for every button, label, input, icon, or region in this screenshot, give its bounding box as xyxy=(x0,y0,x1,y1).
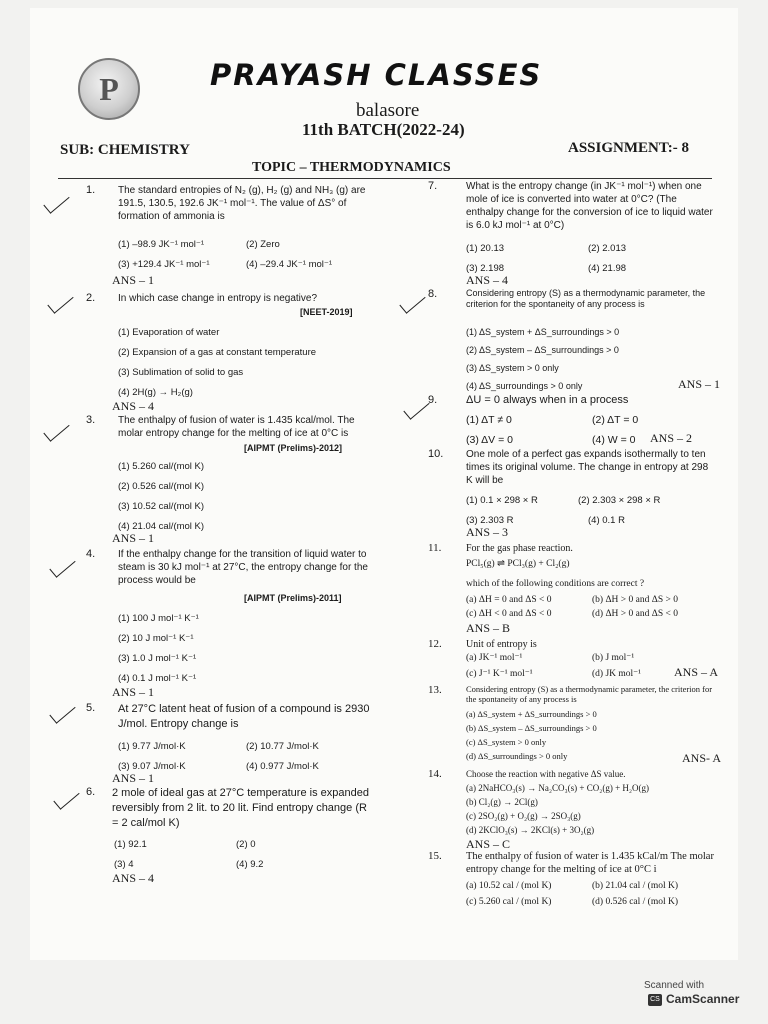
subject-label: SUB: CHEMISTRY xyxy=(60,142,190,158)
question-number: 13. xyxy=(428,684,442,696)
question-text: 2 mole of ideal gas at 27°C temperature is expanded reversibly from 2 lit. to 20 lit. Find entropy change (R = 2 cal/mol K) xyxy=(112,787,369,829)
answer-label: ANS – 1 xyxy=(112,771,155,785)
option-3: (3) 10.52 cal/(mol K) xyxy=(118,501,205,512)
answer-label: ANS – 4 xyxy=(466,273,509,287)
answer-label: ANS – 1 xyxy=(678,377,721,391)
exam-tag: [NEET-2019] xyxy=(300,307,353,317)
option-2: (2) 0.526 cal/(mol K) xyxy=(118,481,205,492)
option-d: (d) ΔS_surroundings > 0 only xyxy=(466,751,568,761)
option-4: (4) 21.04 cal/(mol K) xyxy=(118,521,205,532)
option-1: (1) 100 J mol⁻¹ K⁻¹ xyxy=(118,613,199,624)
option-3: (3) 2.303 R xyxy=(466,515,514,526)
option-4: (4) 9.2 xyxy=(236,859,264,870)
option-3: (3) 2.198 xyxy=(466,263,505,274)
option-1: (1) 0.1 × 298 × R xyxy=(466,495,538,506)
option-2: (2) 10 J mol⁻¹ K⁻¹ xyxy=(118,633,194,644)
option-c: (c) ΔH < 0 and ΔS < 0 xyxy=(466,609,552,619)
header-divider xyxy=(58,178,712,179)
question-text: If the enthalpy change for the transition of liquid water to steam is 30 kJ mol⁻¹ at 27°C, the entropy change for the process would be xyxy=(118,549,368,586)
option-a: (a) 10.52 cal / (mol K) xyxy=(466,881,552,891)
question-text: For the gas phase reaction. xyxy=(466,543,573,554)
option-2: (2) 2.013 xyxy=(588,243,627,254)
question-text: The standard entropies of N₂ (g), H₂ (g) and NH₃ (g) are 191.5, 130.5, 192.6 JK⁻¹ mol⁻¹. The value of ΔS° of formation of ammonia is xyxy=(118,185,366,222)
scanner-caption: Scanned with xyxy=(644,980,705,991)
option-d: (d) ΔH > 0 and ΔS < 0 xyxy=(592,609,678,619)
option-1: (1) 20.13 xyxy=(466,243,505,254)
question-text: What is the entropy change (in JK⁻¹ mol⁻¹) when one mole of ice is converted into water at 0°C? (The enthalpy change for the conversion of ice to liquid water is 6.0 kJ mol⁻¹ at 0°C) xyxy=(466,181,713,231)
option-b: (b) 21.04 cal / (mol K) xyxy=(592,881,679,891)
camscanner-icon: CS xyxy=(648,994,662,1006)
logo-emblem xyxy=(78,58,140,120)
option-d: (d) JK mol⁻¹ xyxy=(592,669,642,679)
option-d: (d) 0.526 cal / (mol K) xyxy=(592,897,679,907)
option-4: (4) W = 0 xyxy=(592,434,636,446)
option-3: (3) ΔV = 0 xyxy=(466,434,513,446)
exam-tag: [AIPMT (Prelims)-2012] xyxy=(244,443,343,453)
question-text: Unit of entropy is xyxy=(466,639,537,650)
question-text: At 27°C latent heat of fusion of a compound is 2930 J/mol. Entropy change is xyxy=(118,703,370,730)
option-4: (4) ΔS_surroundings > 0 only xyxy=(466,381,583,391)
option-c: (c) ΔS_system > 0 only xyxy=(466,737,547,747)
question-number: 3. xyxy=(86,414,96,426)
assignment-label: ASSIGNMENT:- 8 xyxy=(568,140,689,156)
option-a: (a) 2NaHCO₃(s) → Na₂CO₃(s) + CO₂(g) + H₂O(g) xyxy=(466,783,650,793)
batch-label: 11th BATCH(2022-24) xyxy=(302,120,465,139)
answer-label: ANS – 3 xyxy=(466,525,509,539)
option-1: (1) 9.77 J/mol·K xyxy=(118,741,186,752)
answer-label: ANS – 1 xyxy=(112,685,155,699)
option-4: (4) 0.977 J/mol·K xyxy=(246,761,319,772)
answer-label: ANS- A xyxy=(682,751,722,765)
option-c: (c) J⁻¹ K⁻¹ mol⁻¹ xyxy=(466,669,533,679)
option-2: (2) ΔT = 0 xyxy=(592,414,639,426)
answer-label: ANS – C xyxy=(466,837,511,851)
question-subtext: which of the following conditions are correct ? xyxy=(466,579,645,589)
option-1: (1) ΔT ≠ 0 xyxy=(466,414,512,426)
option-3: (3) 9.07 J/mol·K xyxy=(118,761,186,772)
option-b: (b) ΔS_system – ΔS_surroundings > 0 xyxy=(466,723,597,733)
question-number: 6. xyxy=(86,786,96,798)
question-number: 4. xyxy=(86,548,96,560)
option-3: (3) 1.0 J mol⁻¹ K⁻¹ xyxy=(118,653,197,664)
option-3: (3) Sublimation of solid to gas xyxy=(118,367,244,378)
option-a: (a) JK⁻¹ mol⁻¹ xyxy=(466,653,523,663)
option-b: (b) J mol⁻¹ xyxy=(592,653,635,663)
question-number: 1. xyxy=(86,184,96,196)
option-3: (3) ΔS_system > 0 only xyxy=(466,363,559,373)
option-4: (4) 2H(g) → H₂(g) xyxy=(118,387,193,398)
option-c: (c) 2SO₂(g) + O₂(g) → 2SO₃(g) xyxy=(466,811,581,821)
option-1: (1) 5.260 cal/(mol K) xyxy=(118,461,205,472)
option-b: (b) Cl₂(g) → 2Cl(g) xyxy=(466,797,538,807)
answer-label: ANS – 1 xyxy=(112,273,155,287)
question-number: 12. xyxy=(428,638,442,650)
option-4: (4) –29.4 JK⁻¹ mol⁻¹ xyxy=(246,259,333,270)
answer-label: ANS – A xyxy=(674,665,719,679)
question-number: 11. xyxy=(428,542,442,554)
option-2: (2) 10.77 J/mol·K xyxy=(246,741,319,752)
option-d: (d) 2KClO₃(s) → 2KCl(s) + 3O₂(g) xyxy=(466,825,595,835)
scanner-app-name: CamScanner xyxy=(666,992,740,1006)
question-number: 5. xyxy=(86,702,96,714)
option-2: (2) ΔS_system – ΔS_surroundings > 0 xyxy=(466,345,619,355)
question-text: One mole of a perfect gas expands isothermally to ten times its original volume. The change in entropy at 298 K will be xyxy=(466,449,709,486)
option-1: (1) ΔS_system + ΔS_surroundings > 0 xyxy=(466,327,620,337)
logo-letter: P xyxy=(99,71,119,107)
answer-label: ANS – 4 xyxy=(112,399,155,413)
question-text: In which case change in entropy is negative? xyxy=(118,293,318,304)
answer-label: ANS – B xyxy=(466,621,511,635)
option-2: (2) Expansion of a gas at constant temperature xyxy=(118,347,317,358)
question-number: 9. xyxy=(428,394,438,406)
option-2: (2) 0 xyxy=(236,839,256,850)
question-text: The enthalpy of fusion of water is 1.435 kcal/mol. The molar entropy change for the melting of ice at 0°C is xyxy=(118,415,355,439)
question-number: 15. xyxy=(428,850,442,862)
option-2: (2) Zero xyxy=(246,239,280,250)
question-text: The enthalpy of fusion of water is 1.435 kCal/m The molar entropy change for the melting of ice at 0°C i xyxy=(466,851,714,875)
institute-name: PRAYASH CLASSES xyxy=(210,58,543,92)
question-number: 7. xyxy=(428,180,438,192)
option-1: (1) Evaporation of water xyxy=(118,327,220,338)
option-3: (3) 4 xyxy=(114,859,134,870)
question-text: Considering entropy (S) as a thermodynamic parameter, the criterion for the spontaneity of any process is xyxy=(466,288,706,309)
option-4: (4) 0.1 R xyxy=(588,515,625,526)
option-a: (a) ΔS_system + ΔS_surroundings > 0 xyxy=(466,709,597,719)
option-3: (3) +129.4 JK⁻¹ mol⁻¹ xyxy=(118,259,210,270)
option-a: (a) ΔH = 0 and ΔS < 0 xyxy=(466,595,552,605)
answer-label: ANS – 4 xyxy=(112,871,155,885)
topic-label: TOPIC – THERMODYNAMICS xyxy=(252,160,451,175)
question-number: 2. xyxy=(86,292,96,304)
option-4: (4) 0.1 J mol⁻¹ K⁻¹ xyxy=(118,673,197,684)
question-number: 10. xyxy=(428,448,444,460)
option-4: (4) 21.98 xyxy=(588,263,627,274)
institute-location: balasore xyxy=(356,100,420,121)
option-2: (2) 2.303 × 298 × R xyxy=(578,495,661,506)
exam-tag: [AIPMT (Prelims)-2011] xyxy=(244,593,342,603)
question-text: Choose the reaction with negative ΔS value. xyxy=(466,769,626,779)
answer-label: ANS – 2 xyxy=(650,431,693,445)
question-number: 8. xyxy=(428,288,438,300)
question-text: Considering entropy (S) as a thermodynamic parameter, the criterion for the spontaneity of any process is xyxy=(466,684,713,704)
question-text: ΔU = 0 always when in a process xyxy=(466,394,629,406)
option-1: (1) 92.1 xyxy=(114,839,147,850)
answer-label: ANS – 1 xyxy=(112,531,155,545)
option-c: (c) 5.260 cal / (mol K) xyxy=(466,897,552,907)
option-b: (b) ΔH > 0 and ΔS > 0 xyxy=(592,595,678,605)
question-number: 14. xyxy=(428,768,442,780)
option-1: (1) –98.9 JK⁻¹ mol⁻¹ xyxy=(118,239,205,250)
reaction-equation: PCl₅(g) ⇌ PCl₃(g) + Cl₂(g) xyxy=(466,559,570,569)
